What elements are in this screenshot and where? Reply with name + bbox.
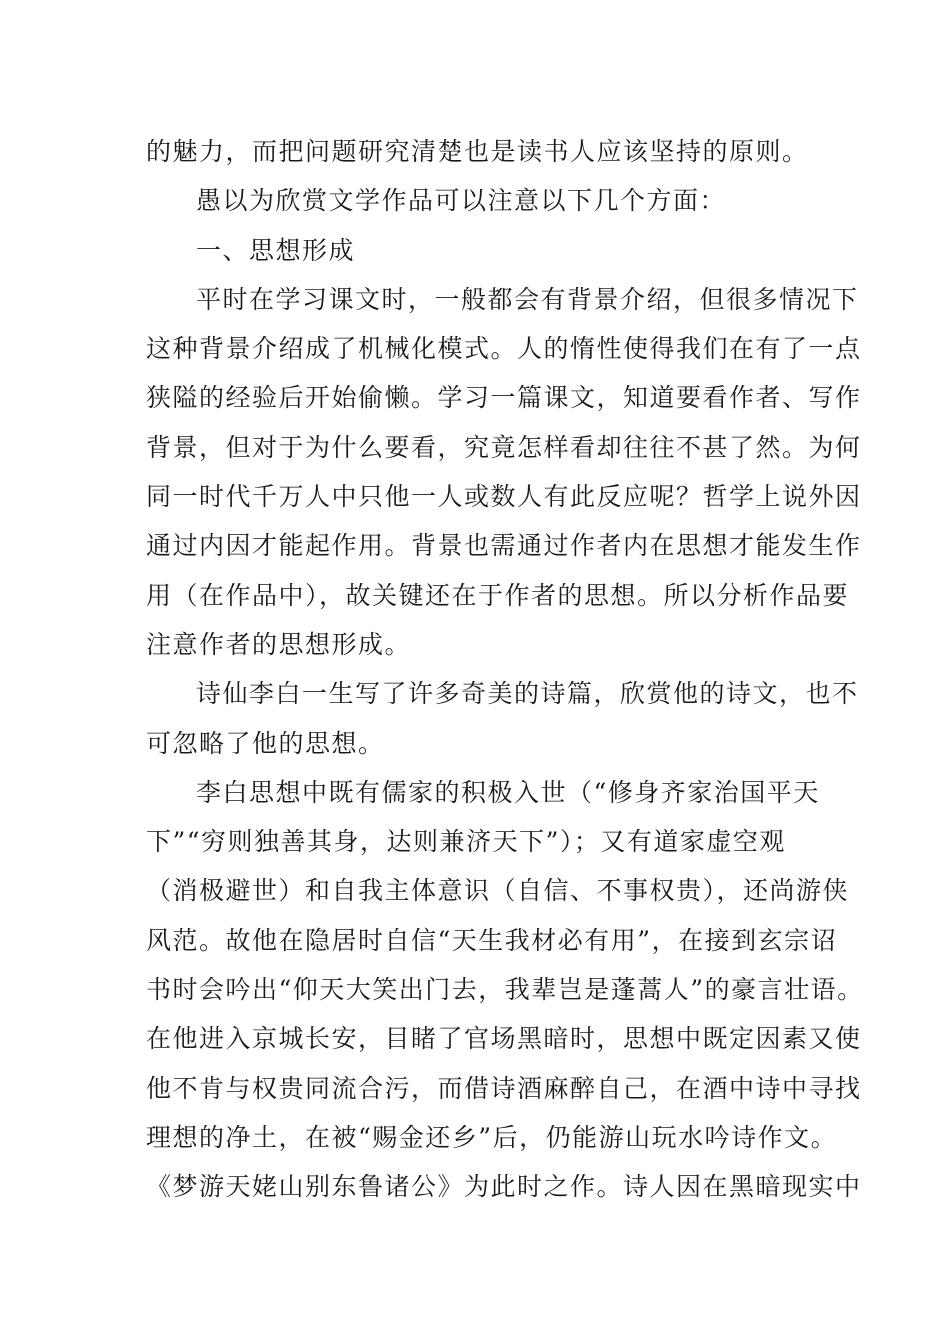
text-line: 下”“穷则独善其身，达则兼济天下”）；又有道家虚空观 — [146, 827, 786, 857]
text-line: 注意作者的思想形成。 — [146, 629, 412, 659]
text-line: 诗仙李白一生写了许多奇美的诗篇，欣赏他的诗文，也不 — [196, 679, 859, 709]
text-line: 同一时代千万人中只他一人或数人有此反应呢？哲学上说外因 — [146, 482, 862, 512]
text-line: 这种背景介绍成了机械化模式。人的惰性使得我们在有了一点 — [146, 334, 862, 364]
text-line: 的魅力，而把问题研究清楚也是读书人应该坚持的原则。 — [146, 137, 809, 166]
text-line: 愚以为欣赏文学作品可以注意以下几个方面： — [196, 186, 727, 216]
text-line: 背景，但对于为什么要看，究竟怎样看却往往不甚了然。为何 — [146, 432, 862, 462]
text-line: 平时在学习课文时，一般都会有背景介绍，但很多情况下 — [196, 284, 859, 314]
text-line: 《梦游天姥山别东鲁诸公》为此时之作。诗人因在黑暗现实中 — [146, 1172, 862, 1202]
text-line: 理想的净土，在被“赐金还乡”后，仍能游山玩水吟诗作文。 — [146, 1122, 838, 1152]
text-line: 书时会吟出“仰天大笑出门去，我辈岂是蓬蒿人”的豪言壮语。 — [146, 975, 864, 1005]
section-heading: 一、思想形成 — [196, 235, 356, 265]
text-line: 风范。故他在隐居时自信“天生我材必有用”，在接到玄宗诏 — [146, 925, 838, 955]
text-line: 可忽略了他的思想。 — [146, 728, 385, 758]
body-text — [146, 127, 864, 1212]
text-line: （消极避世）和自我主体意识（自信、不事权贵），还尚游侠 — [146, 876, 850, 906]
text-line: 他不肯与权贵同流合污，而借诗酒麻醉自己，在酒中诗中寻找 — [146, 1073, 862, 1103]
text-line: 通过内因才能起作用。背景也需通过作者内在思想才能发生作 — [146, 531, 862, 561]
text-line: 用（在作品中），故关键还在于作者的思想。所以分析作品要 — [146, 580, 850, 610]
text-line: 在他进入京城长安，目睹了官场黑暗时，思想中既定因素又使 — [146, 1024, 862, 1054]
text-line: 狭隘的经验后开始偷懒。学习一篇课文，知道要看作者、写作 — [146, 383, 862, 413]
text-line: 李白思想中既有儒家的积极入世（“修身齐家治国平天 — [196, 777, 820, 807]
